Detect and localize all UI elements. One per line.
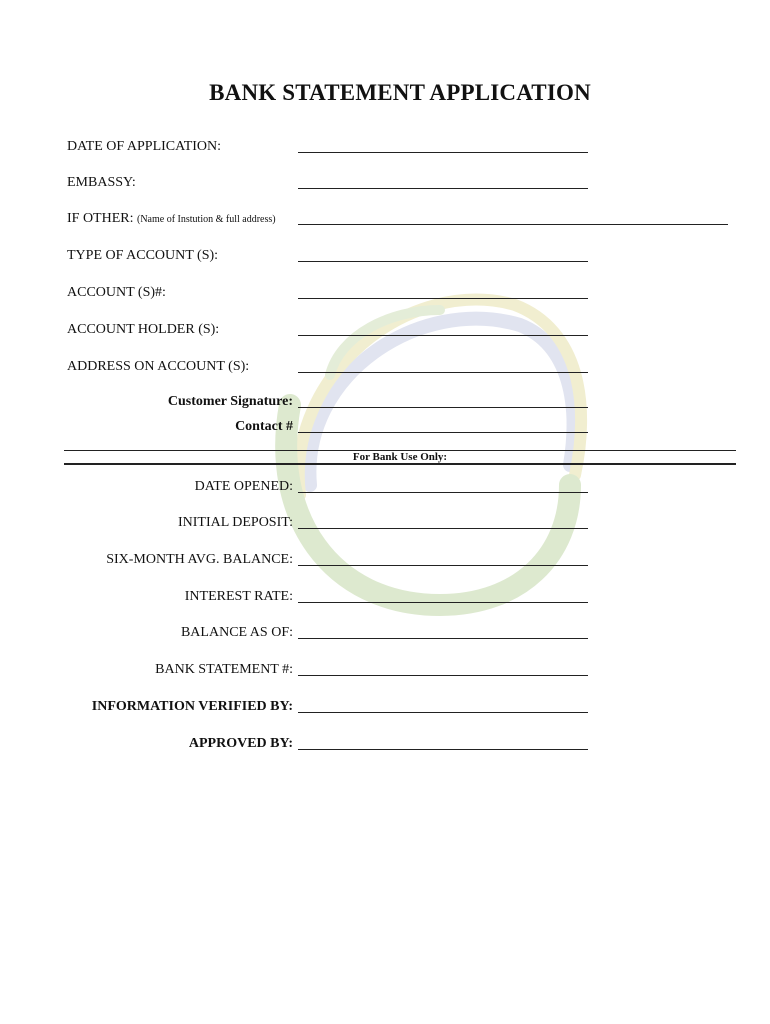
bank-statement-number-field[interactable] [298, 675, 588, 676]
balance-as-of-label: BALANCE AS OF: [180, 625, 293, 640]
type-of-account-field[interactable] [298, 261, 588, 262]
if-other-label-group [67, 209, 276, 230]
account-holder-field[interactable] [298, 335, 588, 336]
page-title: BANK STATEMENT APPLICATION [209, 80, 591, 105]
bank-statement-number-label: BANK STATEMENT #: [155, 662, 293, 677]
address-on-account-row [0, 357, 770, 377]
balance-as-of-field[interactable] [298, 638, 588, 639]
customer-signature-row [0, 392, 770, 412]
bank-use-heading: For Bank Use Only: [352, 451, 448, 463]
if-other-label: IF OTHER: [67, 211, 134, 226]
type-of-account-label: TYPE OF ACCOUNT (S): [67, 248, 219, 263]
embassy-label: EMBASSY: [67, 175, 136, 190]
contact-label: Contact # [235, 419, 293, 434]
address-on-account-label: ADDRESS ON ACCOUNT (S): [67, 359, 250, 374]
interest-rate-label: INTEREST RATE: [184, 589, 293, 604]
initial-deposit-label: INITIAL DEPOSIT: [177, 515, 293, 530]
six-month-avg-balance-row [0, 550, 770, 570]
account-number-label: ACCOUNT (S)#: [67, 285, 166, 300]
date-of-application-label: DATE OF APPLICATION: [67, 139, 222, 154]
initial-deposit-field[interactable] [298, 528, 588, 529]
initial-deposit-row [0, 513, 770, 533]
six-month-avg-balance-field[interactable] [298, 565, 588, 566]
embassy-field[interactable] [298, 188, 588, 189]
information-verified-by-field[interactable] [298, 712, 588, 713]
embassy-row [0, 173, 770, 193]
customer-signature-label: Customer Signature: [167, 394, 293, 409]
approved-by-row [0, 734, 770, 754]
approved-by-field[interactable] [298, 749, 588, 750]
information-verified-by-label: INFORMATION VERIFIED BY: [91, 699, 293, 714]
information-verified-by-row [0, 697, 770, 717]
interest-rate-row [0, 587, 770, 607]
section-divider-bottom [64, 463, 736, 465]
date-opened-label: DATE OPENED: [194, 479, 293, 494]
interest-rate-field[interactable] [298, 602, 588, 603]
contact-row [0, 417, 770, 437]
date-opened-row [0, 477, 770, 497]
account-holder-label: ACCOUNT HOLDER (S): [67, 322, 220, 337]
account-number-field[interactable] [298, 298, 588, 299]
if-other-note: (Name of Instution & full address) [137, 214, 276, 225]
approved-by-label: APPROVED BY: [188, 736, 293, 751]
if-other-field[interactable] [298, 224, 728, 225]
account-holder-row [0, 320, 770, 340]
balance-as-of-row [0, 623, 770, 643]
bank-statement-number-row [0, 660, 770, 680]
account-number-row [0, 283, 770, 303]
date-of-application-row [0, 137, 770, 157]
date-of-application-field[interactable] [298, 152, 588, 153]
contact-field[interactable] [298, 432, 588, 433]
address-on-account-field[interactable] [298, 372, 588, 373]
date-opened-field[interactable] [298, 492, 588, 493]
type-of-account-row [0, 246, 770, 266]
customer-signature-field[interactable] [298, 407, 588, 408]
six-month-avg-balance-label: SIX-MONTH AVG. BALANCE: [106, 552, 293, 567]
if-other-row [0, 209, 770, 229]
